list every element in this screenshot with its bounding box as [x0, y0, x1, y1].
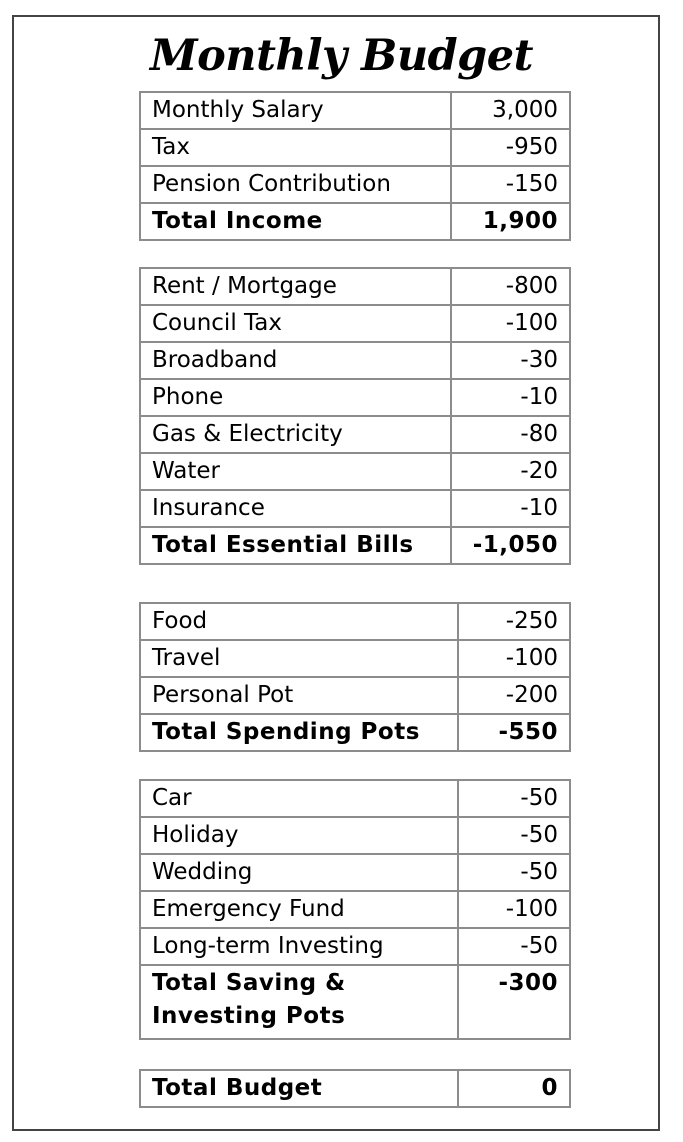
- row-amount: -200: [458, 677, 570, 714]
- row-amount: -20: [451, 453, 570, 490]
- total-label: Total Income: [140, 203, 451, 240]
- row-amount: -50: [458, 780, 570, 817]
- total-amount: -1,050: [451, 527, 570, 564]
- table-row: [140, 640, 570, 677]
- row-label: Gas & Electricity: [140, 416, 451, 453]
- row-label: Monthly Salary: [140, 92, 451, 129]
- table-row: [140, 780, 570, 817]
- row-label: Holiday: [140, 817, 458, 854]
- total-amount: -300: [458, 965, 570, 1039]
- total-row: [140, 965, 570, 1039]
- table-row: [140, 92, 570, 129]
- table-row: [140, 416, 570, 453]
- table-row: [140, 490, 570, 527]
- total-label: Total Spending Pots: [140, 714, 458, 751]
- total-budget-table: [139, 1069, 571, 1108]
- table-row: [140, 677, 570, 714]
- table-row: [140, 603, 570, 640]
- total-amount: 1,900: [451, 203, 570, 240]
- total-row: [140, 1070, 570, 1107]
- row-label: Wedding: [140, 854, 458, 891]
- essential-bills-table: [139, 267, 571, 565]
- row-amount: -100: [458, 891, 570, 928]
- saving-investing-table: [139, 779, 571, 1040]
- page-title: Monthly Budget: [150, 31, 533, 81]
- table-row: [140, 129, 570, 166]
- table-row: [140, 268, 570, 305]
- row-label: Food: [140, 603, 458, 640]
- row-label: Pension Contribution: [140, 166, 451, 203]
- total-amount: -550: [458, 714, 570, 751]
- total-budget-label: Total Budget: [140, 1070, 458, 1107]
- row-amount: -50: [458, 817, 570, 854]
- row-label: Car: [140, 780, 458, 817]
- row-amount: -30: [451, 342, 570, 379]
- row-label: Emergency Fund: [140, 891, 458, 928]
- row-label: Tax: [140, 129, 451, 166]
- table-row: [140, 342, 570, 379]
- row-amount: -50: [458, 854, 570, 891]
- row-amount: -100: [451, 305, 570, 342]
- row-amount: -950: [451, 129, 570, 166]
- total-label: Total Essential Bills: [140, 527, 451, 564]
- table-row: [140, 379, 570, 416]
- income-table: [139, 91, 571, 241]
- table-row: [140, 453, 570, 490]
- total-row: [140, 714, 570, 751]
- table-row: [140, 928, 570, 965]
- row-amount: 3,000: [451, 92, 570, 129]
- row-label: Rent / Mortgage: [140, 268, 451, 305]
- row-amount: -80: [451, 416, 570, 453]
- row-label: Broadband: [140, 342, 451, 379]
- table-row: [140, 891, 570, 928]
- row-label: Personal Pot: [140, 677, 458, 714]
- table-row: [140, 817, 570, 854]
- row-amount: -10: [451, 379, 570, 416]
- total-label: Total Saving & Investing Pots: [140, 965, 458, 1039]
- row-amount: -50: [458, 928, 570, 965]
- row-label: Insurance: [140, 490, 451, 527]
- table-row: [140, 166, 570, 203]
- row-amount: -800: [451, 268, 570, 305]
- total-row: [140, 203, 570, 240]
- spending-pots-table: [139, 602, 571, 752]
- table-row: [140, 854, 570, 891]
- row-label: Phone: [140, 379, 451, 416]
- row-amount: -100: [458, 640, 570, 677]
- total-row: [140, 527, 570, 564]
- row-label: Travel: [140, 640, 458, 677]
- row-label: Long-term Investing: [140, 928, 458, 965]
- row-amount: -250: [458, 603, 570, 640]
- table-row: [140, 305, 570, 342]
- row-label: Water: [140, 453, 451, 490]
- row-amount: -150: [451, 166, 570, 203]
- total-budget-amount: 0: [458, 1070, 570, 1107]
- row-amount: -10: [451, 490, 570, 527]
- row-label: Council Tax: [140, 305, 451, 342]
